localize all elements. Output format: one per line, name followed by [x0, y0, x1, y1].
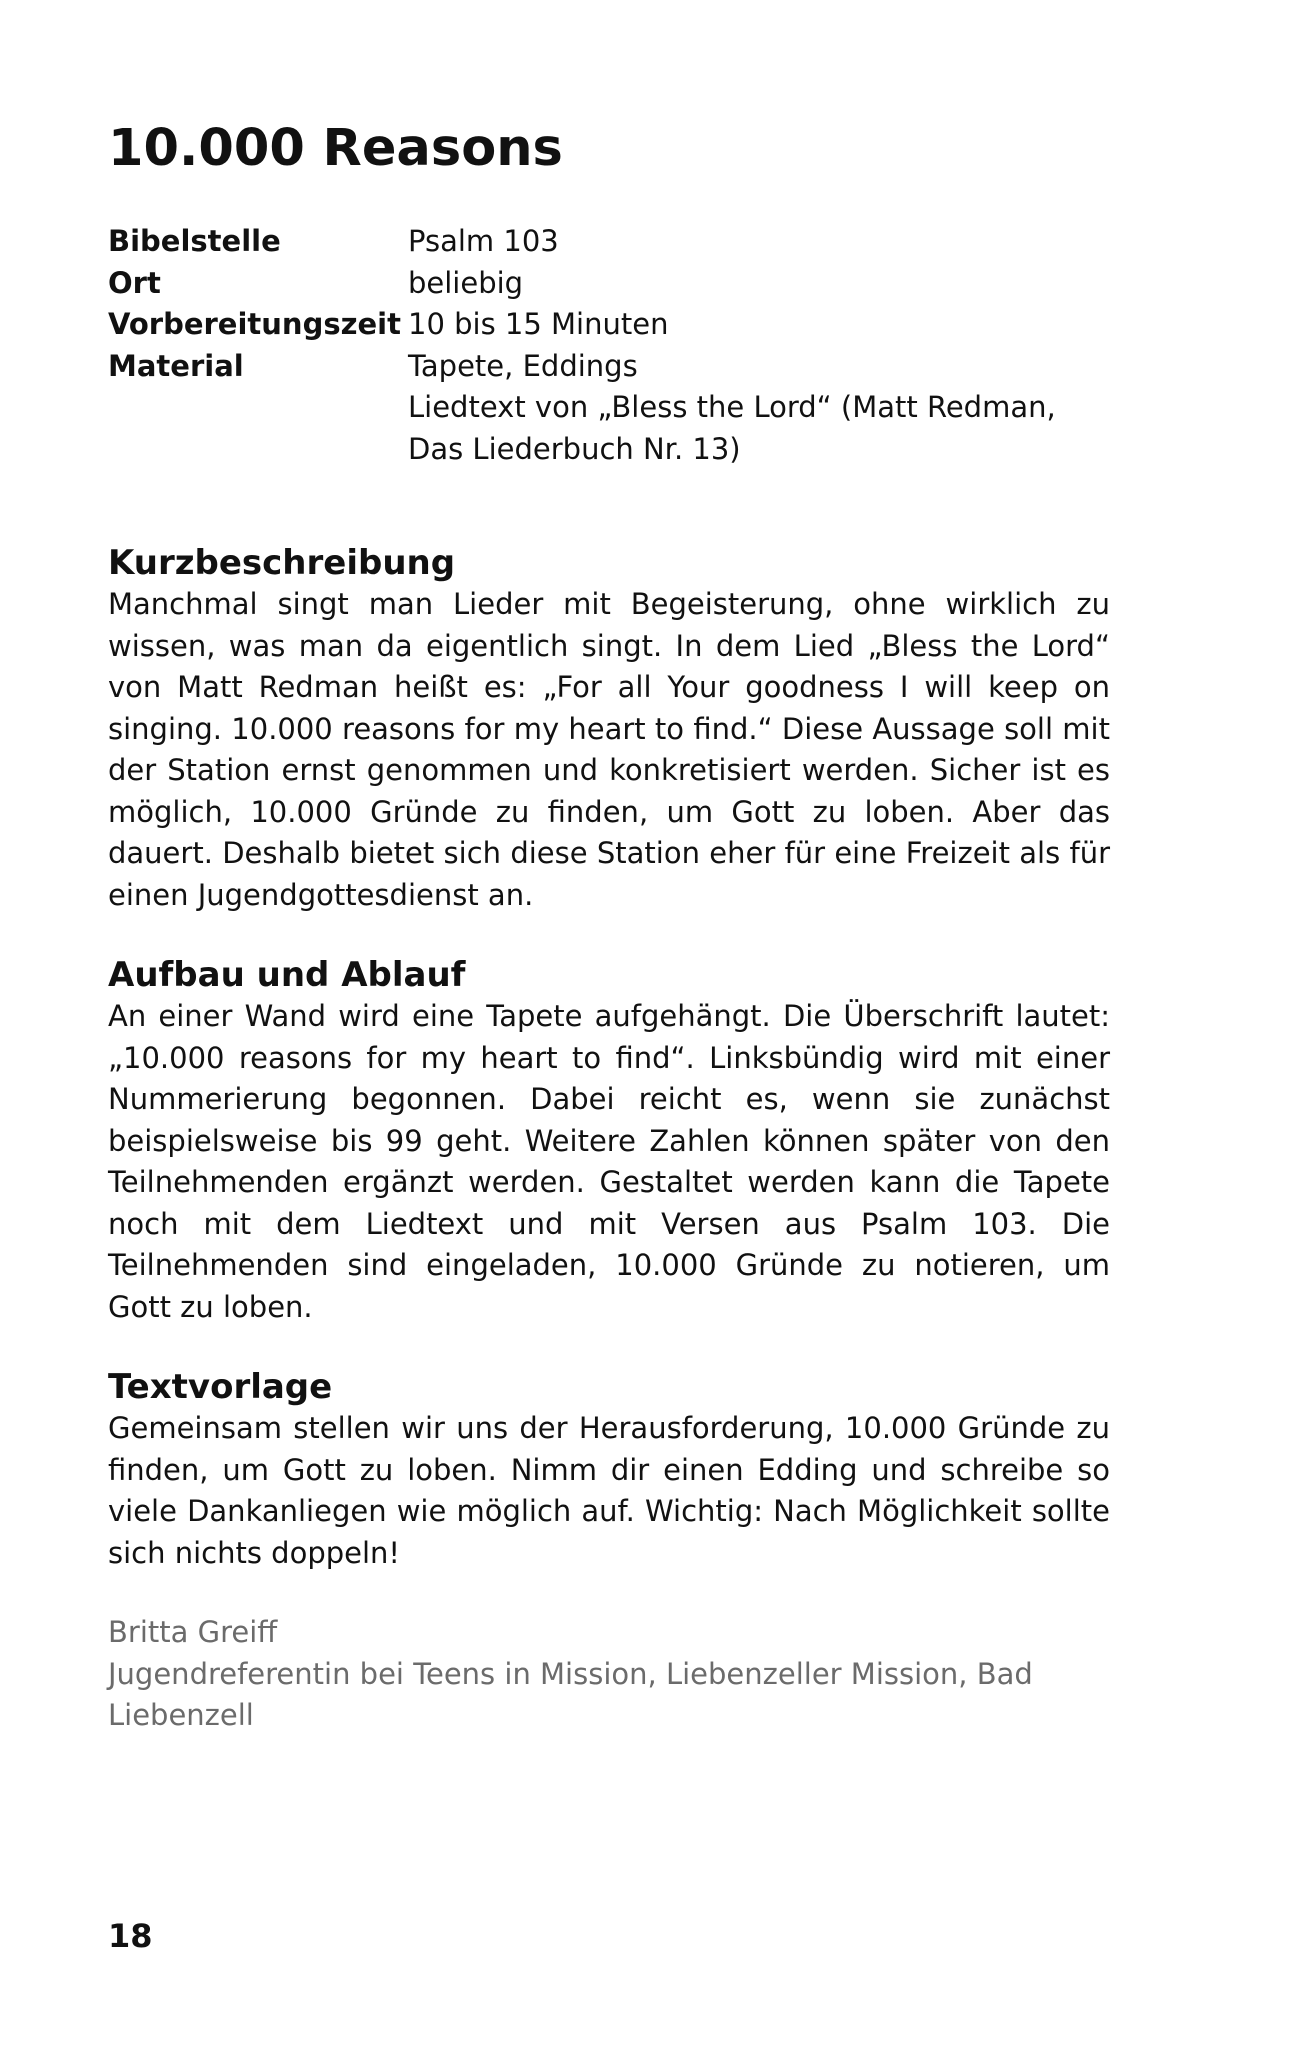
section-kurzbeschreibung — [108, 542, 1110, 916]
meta-value-bibelstelle: Psalm 103 — [408, 224, 559, 259]
meta-key-bibelstelle: Bibelstelle — [108, 224, 281, 259]
material-line-1: Tapete, Eddings — [408, 348, 638, 383]
section-body: An einer Wand wird eine Tapete aufgehängt. Die Überschrift lautet: „10.000 reasons for my heart to find“. Linksbündig wird mit einer Nummerierung begonnen. Dabei reicht es, wenn sie zunächst beispielsweise bis 99 geht. Weitere Zahlen können später von den Teilnehmenden ergänzt werden. Gestaltet werden kann die Tapete noch mit dem Liedtext und mit Versen aus Psalm 103. Die Teilnehmenden sind eingeladen, 10.000 Gründe zu notieren, um Gott zu loben. — [108, 999, 1110, 1324]
section-body: Manchmal singt man Lieder mit Begeisterung, ohne wirklich zu wissen, was man da eigentlich singt. In dem Lied „Bless the Lord“ von Matt Redman heißt es: „For all Your goodness I will keep on singing. 10.000 reasons for my heart to find.“ Diese Aussage soll mit der Station ernst genommen und konkretisiert werden. Sicher ist es möglich, 10.000 Gründe zu finden, um Gott zu loben. Aber das dauert. Deshalb bietet sich diese Station eher für eine Freizeit als für einen Jugendgottesdienst an. — [108, 587, 1110, 912]
author-role: Jugendreferentin bei Teens in Mission, Liebenzeller Mission, Bad Liebenzell — [108, 1656, 1033, 1733]
meta-key-ort: Ort — [108, 265, 161, 300]
meta-value-vorbereitungszeit: 10 bis 15 Minuten — [408, 307, 669, 342]
section-textvorlage — [108, 1366, 1110, 1574]
section-body: Gemeinsam stellen wir uns der Herausforderung, 10.000 Gründe zu finden, um Gott zu loben. Nimm dir einen Edding und schreibe so viele Dankanliegen wie möglich auf. Wichtig: Nach Möglichkeit sollte sich nichts doppeln! — [108, 1411, 1110, 1570]
section-aufbau-und-ablauf — [108, 954, 1110, 1328]
meta-key-material: Material — [108, 348, 244, 383]
author-block — [108, 1612, 1110, 1737]
page-title: 10.000 Reasons — [108, 119, 563, 178]
meta-value-ort: beliebig — [408, 265, 524, 300]
meta-value-material — [408, 346, 1110, 471]
page-number: 18 — [108, 1917, 153, 1955]
document-page — [108, 118, 1110, 1737]
meta-key-vorbereitungszeit: Vorbereitungszeit — [108, 307, 401, 342]
section-heading: Kurzbeschreibung — [108, 543, 456, 584]
metadata-table — [108, 221, 1110, 470]
author-name: Britta Greiff — [108, 1615, 278, 1650]
material-line-2: Liedtext von „Bless the Lord“ (Matt Redman, — [408, 390, 1056, 425]
section-heading: Aufbau und Ablauf — [108, 955, 466, 996]
material-line-3: Das Liederbuch Nr. 13) — [408, 431, 741, 466]
section-heading: Textvorlage — [108, 1367, 333, 1408]
